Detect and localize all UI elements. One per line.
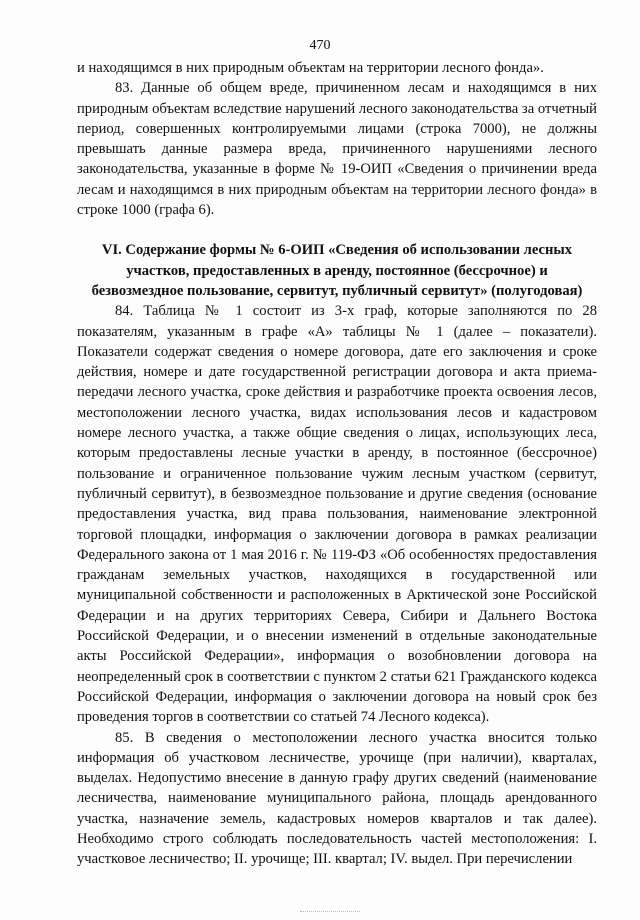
- paragraph-85: 85. В сведения о местоположении лесного участка вносится только информация об участковом лесничестве, урочище (при наличии), кварталах, выделах. Недопустимо внесение в данную графу других сведений (наименование лесничества, наименование муниципального района, площадь арендованного участка, назначение земель, кадастровых номеров кварталов и так далее). Необходимо строго соблюдать последовательность частей местоположения: I. участковое лесничество; II. урочище; III. квартал; IV. выдел. При перечислении: [77, 729, 597, 868]
- paragraph-84: 84. Таблица № 1 состоит из 3-х граф, которые заполняются по 28 показателям, указанным в графе «А» таблицы № 1 (далее – показатели). Показатели содержат сведения о номере договора, дате его заключения и сроке действия, номере и дате государственной регистрации договора и акта приема-передачи лесного участка, сроке действия и разработчике проекта освоения лесов, местоположении лесного участка, видах использования лесов и кадастровом номере лесного участка, а также общие сведения о лицах, использующих леса, которым предоставлены лесные участки в аренду, в постоянное (бессрочное) пользование и ограниченное пользование чужим лесным участком (сервитут, публичный сервитут), в безвозмездное пользование и другие сведения (основание предоставления участка, вид права пользования, наименование электронной торговой площадки, информация о заключении договора в рамках реализации Федерального закона от 1 мая 2016 г. № 119-ФЗ «Об особенностях предоставления гражданам земельных участков, находящихся в государственной или муниципальной собственности и расположенных в Арктической зоне Российской Федерации и на других территориях Севера, Сибири и Дальнего Востока Российской Федерации, и о внесении изменений в отдельные законодательные акты Российской Федерации», информация о возобновлении договора на неопределенный срок в соответствии с пунктом 2 статьи 621 Гражданского кодекса Российской Федерации, информация о заключении договора на новый срок без проведения торгов в соответствии со статьей 74 Лесного кодекса).: [77, 303, 597, 726]
- scan-artifact: [300, 911, 360, 920]
- paragraph-83: 83. Данные об общем вреде, причиненном лесам и находящимся в них природным объектам вследствие нарушений лесного законодательства за отчетный период, совершенных контролируемыми лицами (строка 7000), не должны превышать данные размера вреда, причиненного нарушениями лесного законодательства, указанные в форме № 19-ОИП «Сведения о причинении вреда лесам и находящимся в них природным объектам на территории лесного фонда» в строке 1000 (графа 6).: [77, 80, 597, 219]
- paragraph-continuation: и находящимся в них природным объектам на территории лесного фонда».: [77, 60, 544, 76]
- section-heading-vi: VI. Содержание формы № 6-ОИП «Сведения об использовании лесных участков, предоставленных в аренду, постоянное (бессрочное) и безвозмездное пользование, сервитут, публичный сервитут» (полугодовая): [91, 242, 583, 299]
- document-body: [77, 58, 597, 870]
- page-number: 470: [309, 38, 331, 53]
